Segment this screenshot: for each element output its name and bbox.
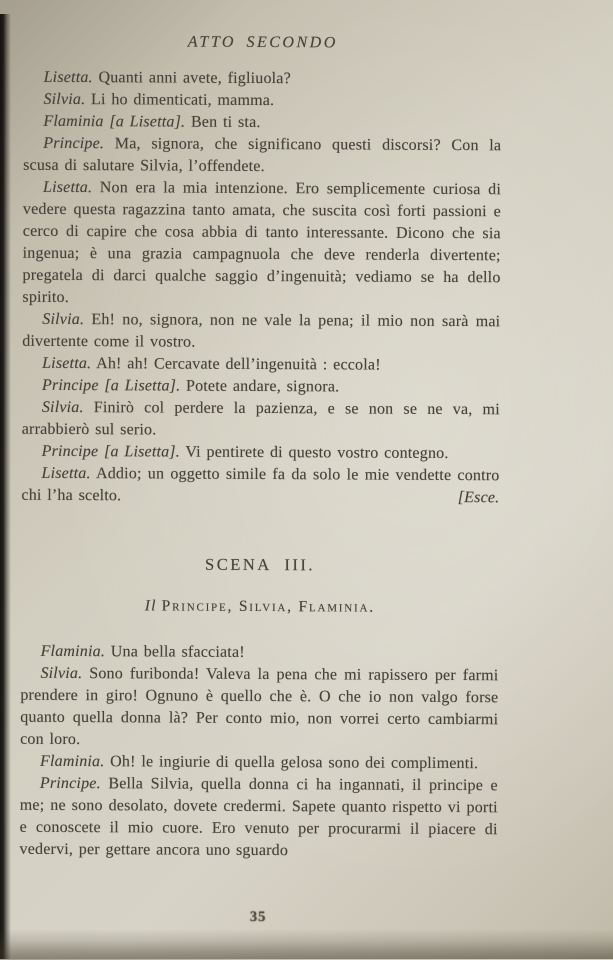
- stage-direction: [a Lisetta].: [109, 113, 186, 131]
- speaker-name: Principe.: [43, 134, 105, 153]
- dialogue-text: Bella Silvia, quella donna ci ha ingannati, il principe e me; ne sono desolato, dovete credermi. Sapete quanto rispetto vi porti e conoscete il mio cuore. Ero venuto per procurarmi il piacere di vedervi, per gettare ancora uno sguardo: [19, 775, 498, 860]
- speaker-name: Silvia.: [40, 664, 83, 683]
- dialogue-text: Potete andare, signora.: [185, 377, 340, 396]
- dialogue-line: [22, 375, 500, 400]
- act-header: ATTO SECONDO: [187, 33, 338, 52]
- page-content: [19, 0, 502, 960]
- dialogue-text: Ben ti sta.: [190, 113, 261, 131]
- dialogue-text: Eh! no, signora, non ne vale la pena; il mio non sarà mai divertente come il vostro.: [22, 311, 501, 351]
- exit-direction: [Esce.: [457, 489, 500, 507]
- dialogue-text: Una bella sfacciata!: [110, 643, 245, 661]
- dialogue-text: Ma, signora, che significano questi discorsi? Con la scusa di salutare Silvia, l’offendete.: [23, 135, 502, 176]
- speaker-name: Flaminia: [43, 112, 104, 131]
- scene-cast: [21, 595, 499, 620]
- book-gutter-shadow: [0, 14, 11, 959]
- dialogue-text: Sono furibonda! Valeva la pena che mi rapissero per farmi prendere in giro! Ognuno è quello che è. O che io non valgo forse quanto quella donna là? Per conto mio, non vorrei certo cambiarmi con loro.: [20, 665, 499, 749]
- speaker-name: Silvia.: [43, 90, 86, 109]
- stage-direction: [a Lisetta].: [104, 377, 181, 395]
- dialogue-line: [19, 773, 497, 864]
- speaker-name: Flaminia.: [40, 642, 106, 661]
- dialogue-text: Ah! ah! Cercavate dell’ingenuità : eccola!: [96, 355, 381, 374]
- dialogue-line: [22, 397, 500, 444]
- dialogue-text: Oh! le ingiurie di quella gelosa sono dei complimenti.: [110, 753, 479, 773]
- dialogue-text: Finirò col perdere la pazienza, e se non se ne va, mi arrabbierò sul serio.: [21, 399, 500, 439]
- speaker-name: Silvia.: [41, 398, 84, 417]
- dialogue-line: [22, 441, 500, 466]
- stage-direction: [a Lisetta].: [104, 443, 181, 461]
- bottom-page-shadow: [0, 929, 613, 959]
- cast-names: Principe, Silvia, Flaminia.: [161, 597, 375, 616]
- dialogue-text: Vi pentirete di questo vostro contegno.: [185, 443, 449, 462]
- dialogue-line: [23, 89, 501, 114]
- speaker-name: Lisetta.: [43, 68, 93, 87]
- speaker-name: Principe: [41, 442, 99, 461]
- speaker-name: Lisetta.: [42, 178, 93, 197]
- dialogue-line: [22, 309, 500, 356]
- dialogue-line: [21, 463, 499, 510]
- speaker-name: Flaminia.: [39, 752, 105, 771]
- dialogue-text: Addio; un oggetto simile fa da solo le mie vendette contro chi l’ha scelto.: [21, 465, 500, 505]
- dialogue-line: [21, 641, 499, 666]
- page-number: 35: [249, 908, 267, 926]
- scene-2-dialogue: [21, 67, 501, 509]
- dialogue-text: Non era la mia intenzione. Ero semplicemente curiosa di vedere questa ragazzina tanto amata, che suscita così forti passioni e cerco di capire che cosa abbia di tanto interessante. Dicono che sia ingenua; è una grazia campagnuola che deve renderla divertente; pregatela di darci qualche saggio d’ingenuità; vediamo se ha dello spirito.: [22, 179, 502, 306]
- scene-heading: SCENA III.: [205, 554, 316, 575]
- speaker-name: Silvia.: [42, 310, 85, 329]
- speaker-name: Lisetta.: [42, 354, 92, 373]
- dialogue-line: [20, 663, 498, 754]
- dialogue-text: Li ho dimenticati, mamma.: [90, 91, 275, 110]
- dialogue-line: [23, 133, 501, 180]
- dialogue-line: [23, 111, 501, 136]
- speaker-name: Lisetta.: [41, 464, 91, 483]
- dialogue-line: [24, 67, 502, 92]
- speaker-name: Principe.: [39, 774, 101, 793]
- dialogue-line: [22, 177, 501, 312]
- cast-prefix: Il: [144, 597, 157, 615]
- speaker-name: Principe: [41, 376, 99, 395]
- dialogue-line: [20, 751, 498, 776]
- dialogue-line: [22, 353, 500, 378]
- scene-3-dialogue: [19, 641, 498, 863]
- dialogue-text: Quanti anni avete, figliuola?: [98, 69, 291, 88]
